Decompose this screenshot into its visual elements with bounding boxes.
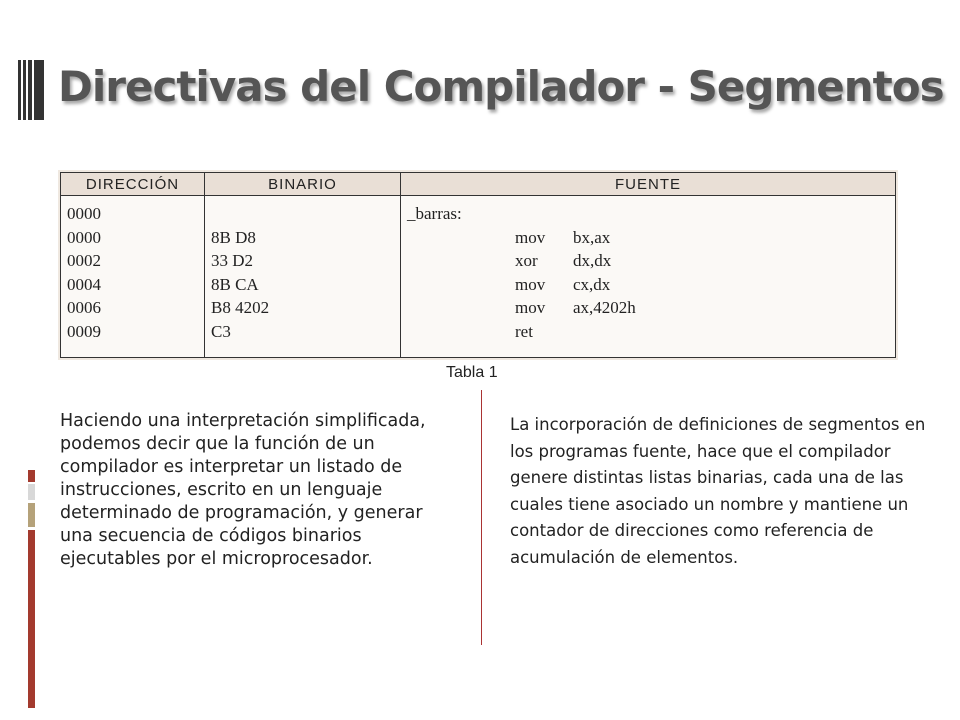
instruction-table (60, 172, 896, 358)
instruction-args: bx,ax (573, 227, 611, 247)
paragraph-right: La incorporación de definiciones de segmentos en los programas fuente, hace que el compilador genere distintas listas binarias, cada una de las cuales tiene asociado un nombre y mantiene un contador de direcciones como referencia de acumulación de elementos. (510, 415, 926, 567)
paragraph-left: Haciendo una interpretación simplificada, podemos decir que la función de un compilador es interpretar un listado de instrucciones, escrito en un lenguaje determinado de programación, y generar una secuencia de códigos binarios ejecutables por el microprocesador. (60, 411, 426, 569)
binario-cell (205, 196, 401, 358)
column-divider (481, 390, 482, 645)
instruction-line (515, 273, 889, 297)
direccion-value: 0000 (67, 227, 101, 247)
header-fuente: FUENTE (401, 173, 896, 196)
instruction-line (515, 249, 889, 273)
instruction-op: mov (515, 227, 546, 247)
direccion-value: 0002 (67, 251, 101, 270)
binario-value: B8 4202 (211, 298, 270, 317)
side-bar-tan (28, 503, 35, 527)
fuente-label: _barras: (407, 204, 462, 223)
instruction-line (515, 226, 889, 250)
instruction-line (515, 296, 889, 320)
instruction-args: ax,4202h (573, 298, 636, 317)
header-binario: BINARIO (205, 173, 401, 196)
title-accent-bars (18, 60, 44, 120)
instruction-op: xor (515, 251, 538, 270)
direccion-value: 0004 (67, 274, 101, 294)
binario-value: 8B D8 (211, 227, 256, 247)
table-image (58, 170, 898, 360)
table-caption: Tabla 1 (446, 364, 498, 381)
fuente-cell (401, 196, 896, 358)
direccion-value: 0006 (67, 298, 101, 317)
binario-value: 33 D2 (211, 251, 254, 270)
instruction-op: mov (515, 298, 546, 317)
direccion-value: 0000 (67, 204, 101, 223)
binario-value: C3 (211, 321, 231, 341)
side-bar-gray (28, 484, 35, 500)
instruction-args: dx,dx (573, 251, 612, 270)
header-direccion: DIRECCIÓN (61, 173, 205, 196)
binario-value: 8B CA (211, 274, 259, 294)
instruction-line (515, 320, 889, 344)
direccion-cell (61, 196, 205, 358)
instruction-op: ret (515, 321, 533, 341)
side-bar-red-top (28, 470, 35, 482)
direccion-value: 0009 (67, 321, 101, 341)
instruction-op: mov (515, 274, 546, 294)
slide-title: Directivas del Compilador - Segmentos (58, 62, 944, 111)
side-bar-red (28, 530, 35, 708)
instruction-args: cx,dx (573, 274, 611, 294)
